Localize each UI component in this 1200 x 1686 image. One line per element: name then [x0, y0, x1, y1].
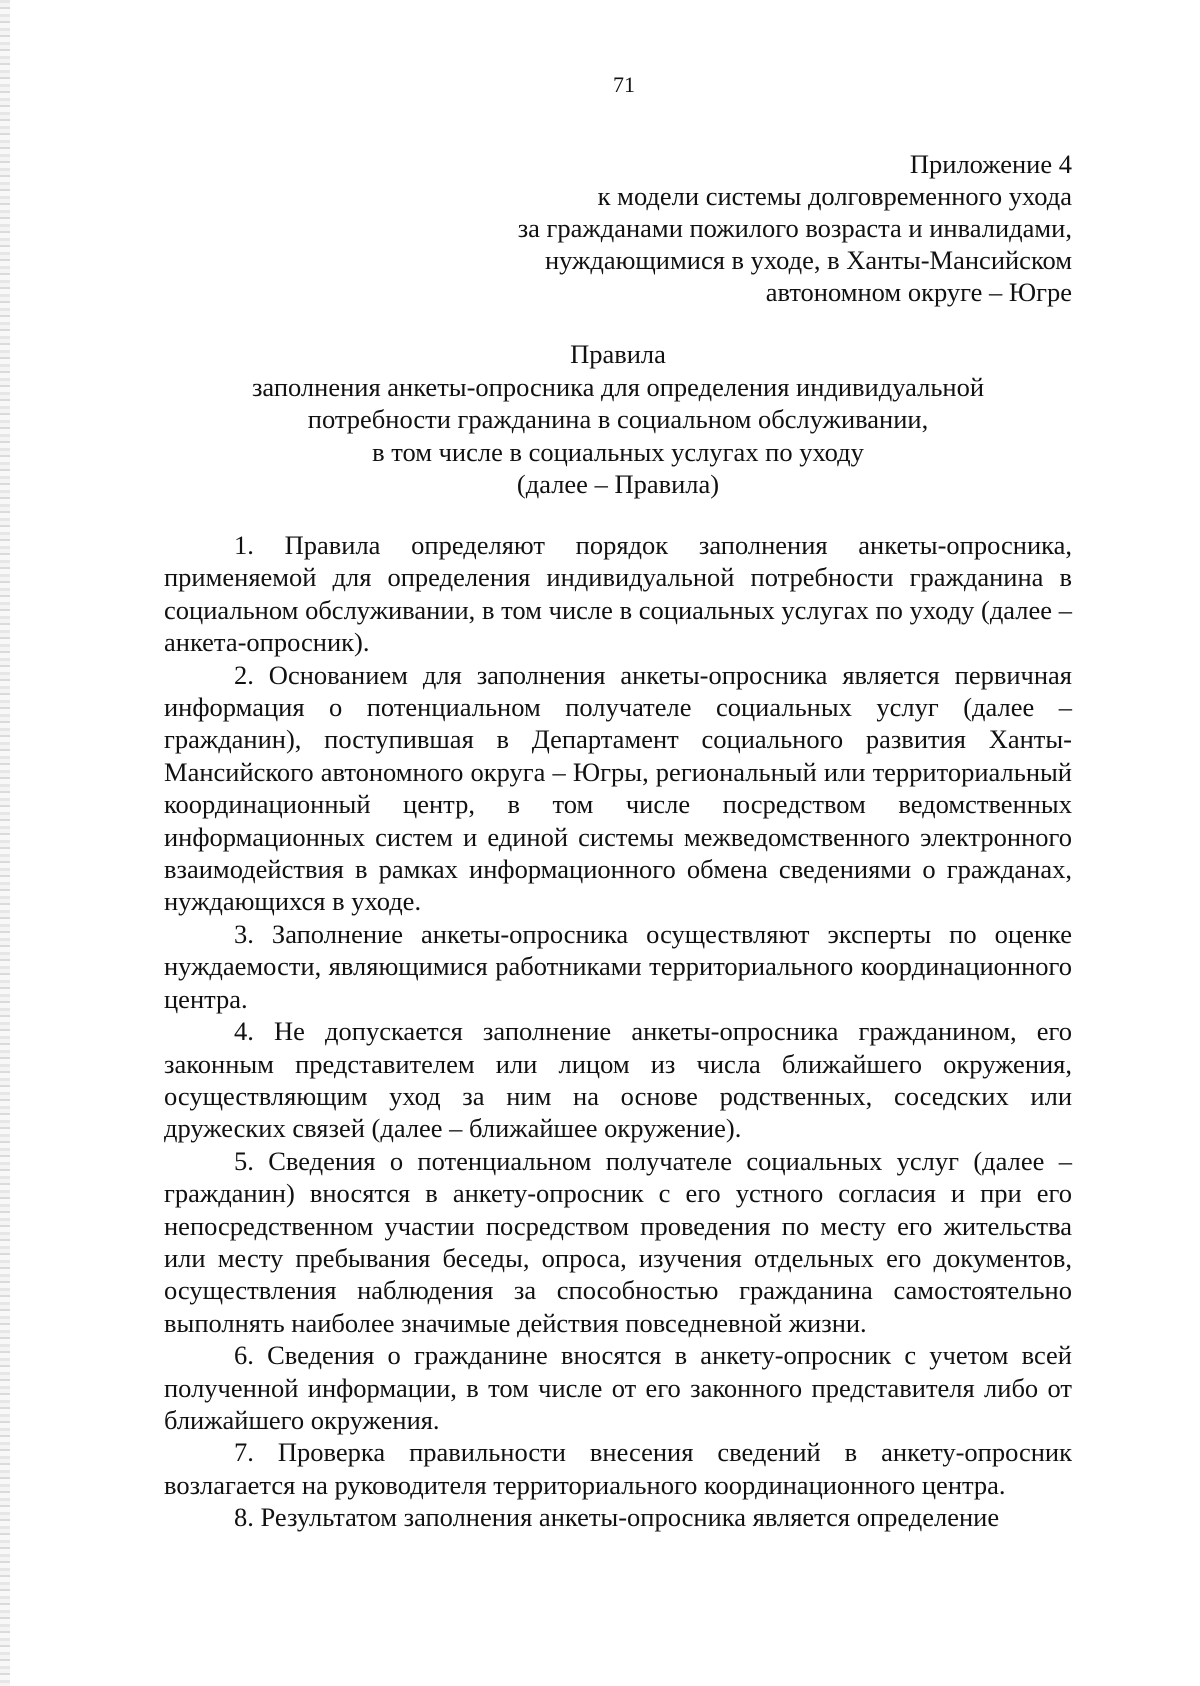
appendix-line: Приложение 4: [909, 149, 1072, 179]
title-line: потребности гражданина в социальном обслуживании,: [307, 404, 929, 434]
paragraph-1: 1. Правила определяют порядок заполнения анкеты-опросника, применяемой для определения индивидуальной потребности гражданина в социальном обслуживании, в том числе в социальных услугах по уходу (далее – анкета-опросник).: [164, 530, 1072, 658]
paragraph-8: 8. Результатом заполнения анкеты-опросника является определение: [234, 1502, 1000, 1533]
paragraph-4: 4. Не допускается заполнение анкеты-опросника гражданином, его законным представителем или лицом из числа ближайшего окружения, осуществляющим уход за ним на основе родственных, соседских или дружеских связей (далее – ближайшее окружение).: [164, 1016, 1072, 1144]
appendix-header: [372, 148, 1072, 308]
title-line: (далее – Правила): [516, 469, 720, 499]
appendix-line: нуждающимися в уходе, в Ханты-Мансийском: [544, 245, 1072, 275]
document-title: [164, 338, 1072, 501]
paragraph-7: 7. Проверка правильности внесения сведений в анкету-опросник возлагается на руководителя территориального координационного центра.: [164, 1437, 1072, 1500]
paragraph-2: 2. Основанием для заполнения анкеты-опросника является первичная информация о потенциальном получателе социальных услуг (далее – гражданин), поступившая в Департамент социального развития Ханты-Мансийского автономного округа – Югры, региональный или территориальный координационный центр, в том числе посредством ведомственных информационных систем и единой системы межведомственного электронного взаимодействия в рамках информационного обмена сведениями о гражданах, нуждающихся в уходе.: [164, 659, 1072, 917]
paragraph-5: 5. Сведения о потенциальном получателе социальных услуг (далее – гражданин) вносятся в анкету-опросник с его устного согласия и при его непосредственном участии посредством проведения по месту его жительства или месту пребывания беседы, опроса, изучения отдельных его документов, осуществления наблюдения за способностью гражданина самостоятельно выполнять наиболее значимые действия повседневной жизни.: [164, 1145, 1072, 1338]
appendix-line: автономном округе – Югре: [765, 277, 1072, 307]
title-line: заполнения анкеты-опросника для определения индивидуальной: [251, 371, 985, 402]
document-body: [164, 529, 1072, 1534]
title-line: Правила: [570, 339, 666, 369]
appendix-line: к модели системы долговременного ухода: [597, 181, 1072, 211]
page-number: 71: [613, 72, 635, 97]
title-line: в том числе в социальных услугах по уходу: [372, 436, 864, 467]
appendix-line: за гражданами пожилого возраста и инвалидами,: [517, 213, 1072, 243]
paragraph-3: 3. Заполнение анкеты-опросника осуществляют эксперты по оценке нуждаемости, являющимися работниками территориального координационного центра.: [164, 918, 1072, 1014]
scan-edge-artifact: [0, 0, 10, 1686]
paragraph-6: 6. Сведения о гражданине вносятся в анкету-опросник с учетом всей полученной информации, в том числе от его законного представителя либо от ближайшего окружения.: [164, 1340, 1072, 1435]
